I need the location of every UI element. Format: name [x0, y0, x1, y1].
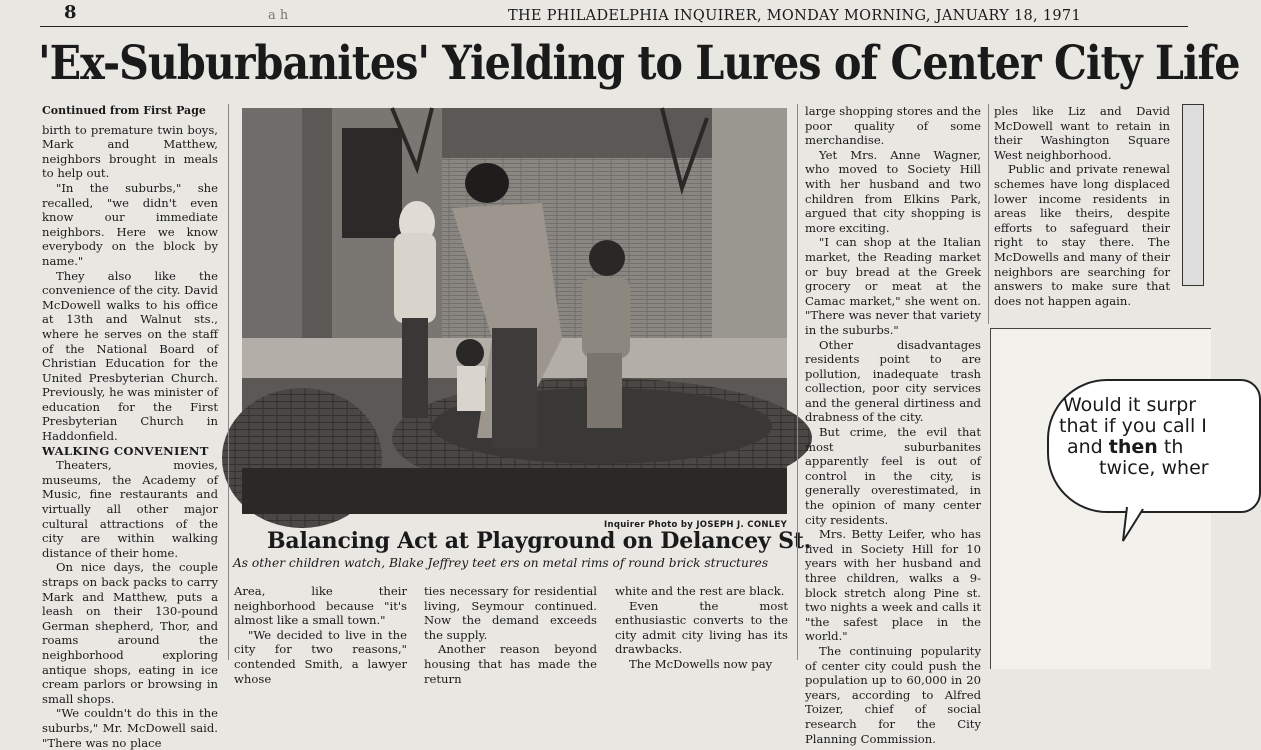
paragraph: The continuing popularity of center city could push the population up to 60,000 in 20 years, according to Alfred Toizer, chief of social research for the City Planning Commission.	[805, 643, 981, 746]
paragraph: ples like Liz and David McDowell want to retain in their Washington Square West neighborhood.	[994, 104, 1170, 162]
article-column-4	[805, 104, 981, 746]
edition-mark: a h	[268, 8, 289, 23]
column-rule	[797, 104, 798, 660]
paragraph: birth to premature twin boys, Mark and Matthew, neighbors brought in meals to help out.	[42, 122, 218, 181]
paragraph: Even the most enthusiastic converts to the city admit city living has its drawbacks.	[615, 598, 788, 657]
paragraph: The McDowells now pay	[629, 656, 773, 671]
ad-text-line: twice, wher	[1099, 457, 1209, 479]
advertisement	[990, 328, 1211, 669]
paragraph: "I can shop at the Italian market, the Reading market or buy bread at the Greek grocery or meat at the Camac market," she went on. "There was never that variety in the suburbs."	[805, 235, 981, 337]
subheading: WALKING CONVENIENT	[42, 443, 209, 458]
page-number: 8	[64, 2, 77, 23]
paragraph: Another reason beyond housing that has made the return	[424, 642, 597, 686]
paragraph: Area, like their neighborhood because "it's almost like a small town."	[234, 584, 407, 628]
column-rule	[988, 104, 989, 324]
bubble-tail-icon	[1121, 507, 1161, 547]
headline: 'Ex-Suburbanites' Yielding to Lures of Center City Life	[38, 36, 1240, 91]
paragraph: But crime, the evil that most suburbanites apparently feel is out of control in the city, is generally overestimated, in the opinion of many center city residents.	[805, 425, 981, 527]
article-column-3	[424, 584, 597, 686]
article-column-1	[42, 104, 218, 750]
playground-photo	[242, 108, 787, 514]
article-column-4-bottom	[615, 584, 788, 672]
paragraph: Public and private renewal schemes have long displaced lower income residents in areas like theirs, despite efforts to safeguard their right to stay there. The McDowells and many of their neighbors are searching for answers to make sure that does not happen again.	[994, 162, 1170, 308]
paragraph: Mrs. Betty Leifer, who has lived in Society Hill for 10 years with her husband and three children, walks a 9-block stretch along Pine st. two nights a week and calls it "the safest place in the world."	[805, 527, 981, 644]
paragraph: Theaters, movies, museums, the Academy of Music, fine restaurants and virtually all other major cultural attractions of the city are within walking distance of their home.	[42, 458, 218, 560]
article-column-2	[234, 584, 407, 686]
caption-headline: Balancing Act at Playground on Delancey St.	[267, 528, 812, 554]
paragraph: On nice days, the couple straps on back packs to carry Mark and Matthew, puts a leash on their 130-pound German shepherd, Thor, and roams around the neighborhood exploring antique shops, eating in ice cream parlors or browsing in small shops.	[42, 560, 218, 706]
header-rule	[40, 26, 1188, 27]
ad-text-line: and then th	[1067, 436, 1184, 458]
paragraph: Yet Mrs. Anne Wagner, who moved to Society Hill with her husband and two children from Elkins Park, argued that city shopping is more exciting.	[805, 147, 981, 235]
ad-text-line: Would it surpr	[1063, 394, 1197, 416]
paragraph: "We couldn't do this in the suburbs," Mr. McDowell said. "There was no place	[42, 706, 218, 750]
paragraph: Other disadvantages residents point to are pollution, inadequate trash collection, poor city services and the general dirtiness and drabness of the city.	[805, 337, 981, 425]
speech-bubble	[1047, 379, 1261, 513]
paragraph: They also like the convenience of the city. David McDowell walks to his office at 13th and Walnut sts., where he serves on the staff of the National Board of Christian Education for the United Presbyterian Church. Previously, he was minister of education for the First Presbyterian Church in Haddonfield.	[42, 268, 218, 444]
advertisement-edge	[1182, 104, 1204, 286]
paragraph: large shopping stores and the poor quality of some merchandise.	[805, 104, 981, 148]
continuation-line: Continued from First Page	[42, 104, 206, 117]
photo-credit: Inquirer Photo by JOSEPH J. CONLEY	[604, 520, 788, 530]
article-column-5	[994, 104, 1170, 308]
column-rule	[228, 104, 229, 660]
caption-text: As other children watch, Blake Jeffrey teet ers on metal rims of round brick structures	[233, 556, 769, 570]
paragraph: ties necessary for residential living, Seymour continued. Now the demand exceeds the supply.	[424, 584, 597, 642]
paragraph: "We decided to live in the city for two reasons," contended Smith, a lawyer whose	[234, 627, 407, 686]
ad-text-line: that if you call I	[1059, 415, 1207, 437]
running-head: THE PHILADELPHIA INQUIRER, MONDAY MORNING, JANUARY 18, 1971	[508, 8, 1081, 24]
paragraph: white and the rest are black.	[615, 584, 785, 598]
paragraph: "In the suburbs," she recalled, "we didn't even know our immediate neighbors. Here we know everybody on the block by name."	[42, 180, 218, 268]
